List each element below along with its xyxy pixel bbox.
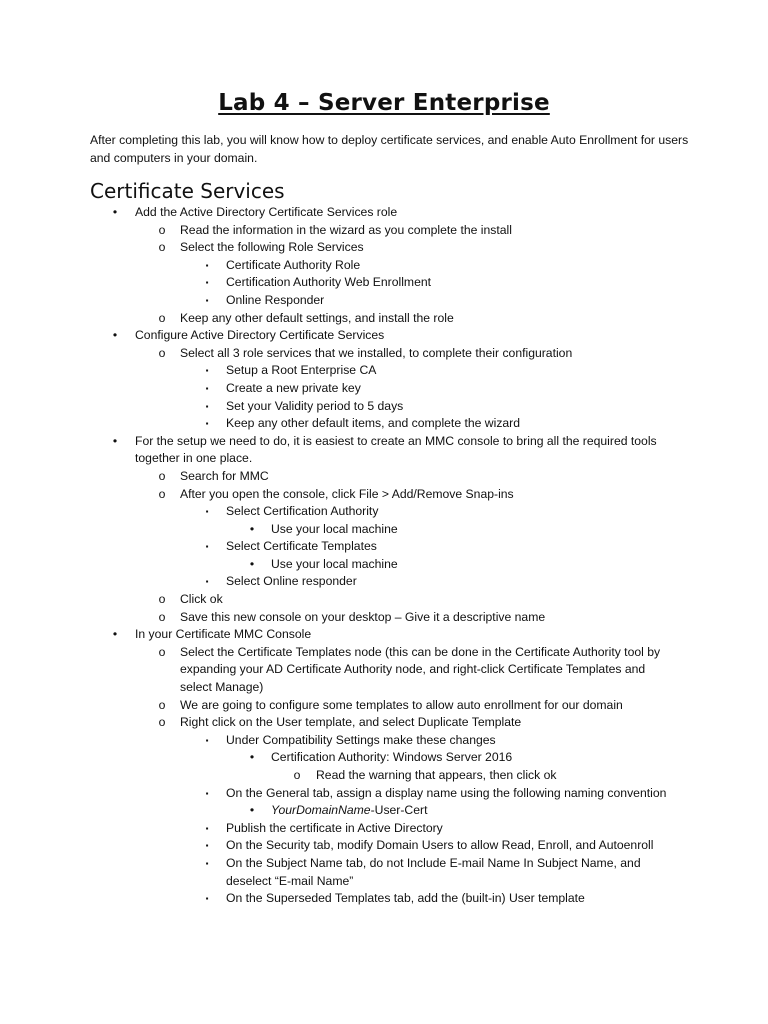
bullet-marker: •: [249, 521, 255, 536]
list-item-text: Read the information in the wizard as you complete the install: [180, 222, 512, 237]
list-item: [0, 855, 768, 890]
list-item: [0, 609, 768, 627]
document-title: Lab 4 – Server Enterprise: [218, 90, 550, 116]
list-item: [0, 204, 768, 222]
bullet-marker: •: [249, 803, 255, 818]
list-item: [0, 556, 768, 574]
list-item: [0, 468, 768, 486]
bullet-marker: ▪: [205, 401, 209, 411]
list-item: [0, 310, 768, 328]
list-item: [0, 697, 768, 715]
list-item-text: Right click on the User template, and select Duplicate Template: [180, 715, 522, 730]
bullet-marker: ▪: [205, 577, 209, 587]
list-item: [0, 292, 768, 310]
list-item-text: Select all 3 role services that we installed, to complete their configuration: [180, 345, 573, 360]
list-item: [0, 433, 768, 468]
list-item-text: Create a new private key: [226, 380, 361, 395]
bullet-marker: ▪: [205, 542, 209, 552]
bullet-marker: •: [112, 205, 118, 219]
list-item-text: For the setup we need to do, it is easiest to create an MMC console to bring all the required tools together in one place.: [135, 433, 657, 466]
bullet-marker: o: [158, 310, 166, 325]
list-item: [0, 802, 768, 820]
list-item: [0, 785, 768, 803]
name-suffix: -User-Cert: [370, 803, 428, 818]
list-item-text: Select Online responder: [226, 574, 357, 589]
list-item-text: On the General tab, assign a display name using the following naming convention: [226, 785, 667, 800]
list-item: [0, 732, 768, 750]
list-item-text: Click ok: [180, 592, 223, 607]
list-item-text: We are going to configure some templates to allow auto enrollment for our domain: [180, 697, 623, 712]
list-item: [0, 239, 768, 257]
bullet-marker: o: [158, 486, 166, 501]
list-item: [0, 749, 768, 767]
list-item-text: [271, 802, 681, 820]
italic-placeholder: YourDomainName: [271, 803, 371, 818]
list-item-text: Setup a Root Enterprise CA: [226, 363, 377, 378]
bullet-marker: •: [249, 556, 255, 571]
bullet-marker: ▪: [205, 841, 209, 851]
list-item: [0, 714, 768, 732]
list-item: [0, 591, 768, 609]
list-item-text: Save this new console on your desktop – Give it a descriptive name: [180, 609, 546, 624]
bullet-marker: o: [158, 222, 166, 237]
list-item: [0, 538, 768, 556]
list-item: [0, 222, 768, 240]
list-item-text: Add the Active Directory Certificate Services role: [135, 205, 398, 219]
bullet-marker: ▪: [205, 788, 209, 798]
bullet-marker: o: [158, 468, 166, 483]
bullet-marker: o: [158, 715, 166, 730]
list-item-text: Use your local machine: [271, 556, 398, 571]
list-item-text: Configure Active Directory Certificate Services: [135, 328, 385, 343]
list-item-text: On the Security tab, modify Domain Users to allow Read, Enroll, and Autoenroll: [226, 838, 654, 853]
list-item-text: Keep any other default settings, and install the role: [180, 310, 454, 325]
bullet-marker: o: [158, 697, 166, 712]
list-item: [0, 345, 768, 363]
list-item-text: After you open the console, click File > Add/Remove Snap-ins: [180, 486, 514, 501]
list-item-text: Certification Authority: Windows Server 2016: [271, 750, 513, 765]
list-item-text: On the Subject Name tab, do not Include E-mail Name In Subject Name, and deselect “E-mail Name”: [226, 855, 641, 888]
list-item-text: Select Certification Authority: [226, 504, 379, 519]
bullet-marker: ▪: [205, 260, 209, 270]
bullet-marker: ▪: [205, 894, 209, 904]
bullet-marker: •: [112, 328, 118, 343]
list-item: [0, 503, 768, 521]
list-item-text: Select Certificate Templates: [226, 539, 377, 554]
list-item: [0, 767, 768, 785]
bullet-marker: ▪: [205, 383, 209, 393]
bullet-marker: •: [112, 433, 118, 448]
bullet-marker: ▪: [205, 858, 209, 868]
bullet-marker: o: [158, 592, 166, 607]
bullet-marker: o: [158, 345, 166, 360]
list-item-text: Under Compatibility Settings make these changes: [226, 732, 496, 747]
list-item-text: Read the warning that appears, then click ok: [316, 768, 557, 782]
list-item: [0, 837, 768, 855]
bullet-marker: o: [158, 609, 166, 624]
list-item: [0, 415, 768, 433]
bullet-marker: ▪: [205, 278, 209, 288]
list-item: [0, 362, 768, 380]
list-item: [0, 274, 768, 292]
bullet-marker: ▪: [205, 823, 209, 833]
list-item-text: Select the Certificate Templates node (this can be done in the Certificate Authority tool by expanding your AD Certificate Authority node, and right-click Certificate Templates and select Manage): [180, 644, 661, 695]
list-item-text: Search for MMC: [180, 468, 269, 483]
instruction-outline: [0, 204, 768, 908]
intro-paragraph: After completing this lab, you will know how to deploy certificate services, and enable Auto Enrollment for users and computers in your domain.: [90, 133, 689, 165]
list-item: [0, 644, 768, 697]
bullet-marker: ▪: [205, 366, 209, 376]
list-item: [0, 398, 768, 416]
list-item: [0, 626, 768, 644]
list-item: [0, 380, 768, 398]
list-item-text: Use your local machine: [271, 521, 398, 536]
list-item-text: Keep any other default items, and complete the wizard: [226, 416, 521, 431]
list-item-text: In your Certificate MMC Console: [135, 627, 312, 642]
list-item-text: Online Responder: [226, 292, 325, 307]
list-item: [0, 820, 768, 838]
section-heading: Certificate Services: [90, 179, 285, 203]
list-item-text: Certification Authority Web Enrollment: [226, 275, 432, 290]
list-item-text: Certificate Authority Role: [226, 257, 361, 272]
bullet-marker: •: [112, 627, 118, 642]
list-item: [0, 573, 768, 591]
list-item-text: Publish the certificate in Active Directory: [226, 820, 443, 835]
bullet-marker: o: [158, 644, 166, 659]
list-item: [0, 486, 768, 504]
list-item-text: On the Superseded Templates tab, add the (built-in) User template: [226, 891, 585, 906]
bullet-marker: o: [158, 240, 166, 255]
list-item: [0, 327, 768, 345]
list-item-text: Set your Validity period to 5 days: [226, 398, 404, 413]
list-item: [0, 257, 768, 275]
bullet-marker: ▪: [205, 419, 209, 429]
list-item-text: Select the following Role Services: [180, 240, 364, 255]
bullet-marker: •: [249, 750, 255, 765]
bullet-marker: ▪: [205, 295, 209, 305]
list-item: [0, 890, 768, 908]
bullet-marker: ▪: [205, 735, 209, 745]
bullet-marker: o: [293, 768, 301, 782]
list-item: [0, 521, 768, 539]
bullet-marker: ▪: [205, 507, 209, 517]
